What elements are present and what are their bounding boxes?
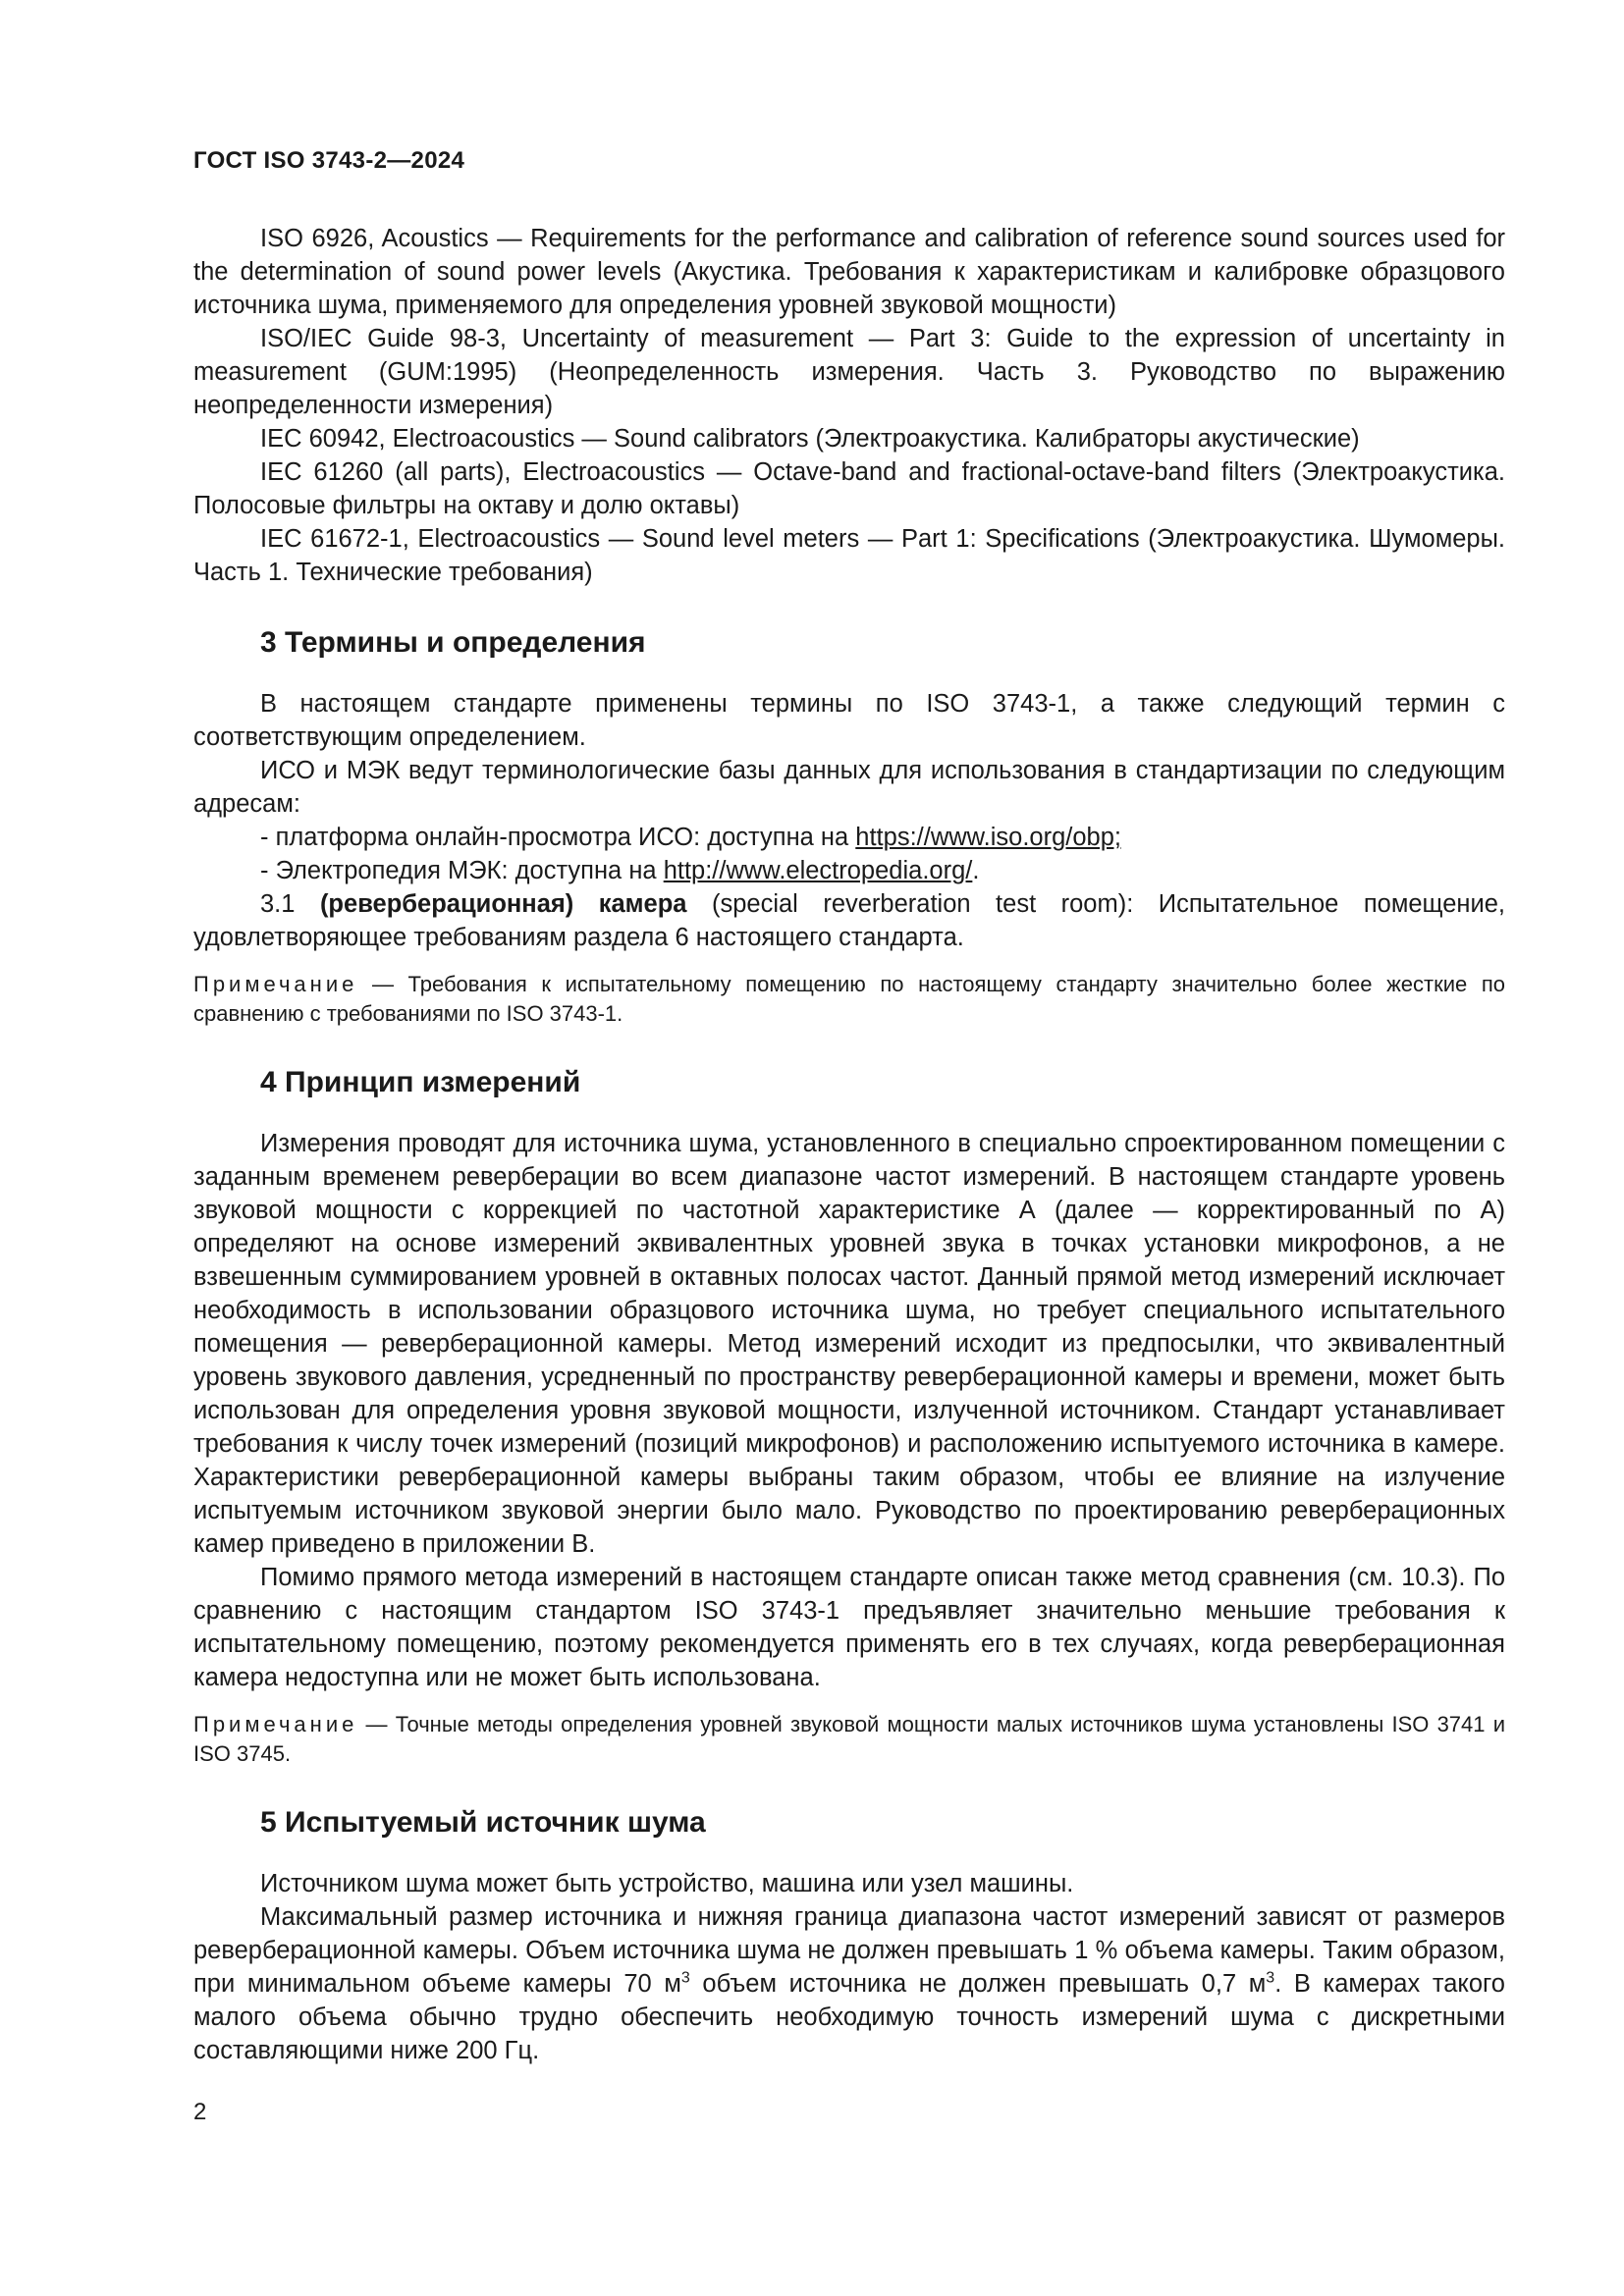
reference-item: IEC 61260 (all parts), Electroacoustics — Octave-band and fractional-octave-band filters (Электроакустика. Полосовые фильтры на октаву и долю октавы) <box>193 458 1505 519</box>
section-3-paragraph: ИСО и МЭК ведут терминологические базы данных для использования в стандартизации по следующим адресам: <box>193 757 1505 818</box>
superscript: 3 <box>680 1969 690 1987</box>
paragraph-text: . В камерах такого малого объема обычно трудно обеспечить необходимую точность измерений шума с дискретными составляющими ниже 200 Гц. <box>193 1970 1505 2064</box>
note-label: Примечание <box>193 972 358 996</box>
term-text: (special reverberation test room): Испытательное помещение, удовлетворяющее требованиям раздела 6 настоящего стандарта. <box>193 890 1505 951</box>
section-3-title: 3 Термины и определения <box>260 626 646 659</box>
term-number: 3.1 <box>260 890 320 918</box>
dash-item-text: - Электропедия МЭК: доступна на <box>260 857 664 884</box>
dash-item-text: - платформа онлайн-просмотра ИСО: доступна на <box>260 824 856 851</box>
reference-item: ISO/IEC Guide 98-3, Uncertainty of measurement — Part 3: Guide to the expression of uncertainty in measurement (GUM:1995) (Неопределенность измерения. Часть 3. Руководство по выражению неопределенности измерения) <box>193 325 1505 419</box>
note-text: — Точные методы определения уровней звуковой мощности малых источников шума установлены ISO 3741 и ISO 3745. <box>193 1712 1505 1766</box>
iso-obp-link[interactable]: https://www.iso.org/obp; <box>855 824 1121 851</box>
paragraph-text: Максимальный размер источника и нижняя граница диапазона частот измерений зависят от размеров реверберационной камеры. Объем источника шума не должен превышать 1 % объема камеры. Таким образом, при минимальном объеме камеры 70 м <box>193 1903 1505 1998</box>
note-label: Примечание <box>193 1712 358 1736</box>
superscript: 3 <box>1266 1969 1275 1987</box>
term-definition <box>193 887 1505 954</box>
dash-item-iso <box>193 821 1505 854</box>
paragraph-text: объем источника не должен превышать 0,7 м <box>689 1970 1267 1998</box>
reference-item: IEC 60942, Electroacoustics — Sound calibrators (Электроакустика. Калибраторы акустические) <box>260 425 1360 453</box>
note-text: — Требования к испытательному помещению по настоящему стандарту значительно более жесткие по сравнению с требованиями по ISO 3743-1. <box>193 972 1505 1026</box>
section-3-note <box>193 970 1505 1029</box>
section-5-title: 5 Испытуемый источник шума <box>260 1806 706 1839</box>
section-3-paragraph: В настоящем стандарте применены термины по ISO 3743-1, а также следующий термин с соответствующим определением. <box>193 690 1505 751</box>
electropedia-link[interactable]: http://www.electropedia.org/ <box>663 857 973 884</box>
page-content <box>193 222 1505 2067</box>
section-5-paragraph <box>193 1900 1505 2067</box>
dash-item-end: . <box>972 857 980 884</box>
normative-references <box>193 222 1505 589</box>
page-number: 2 <box>193 2099 207 2125</box>
term-name: (реверберационная) камера <box>319 890 687 918</box>
dash-item-iec <box>193 854 1505 887</box>
section-5-paragraph: Источником шума может быть устройство, машина или узел машины. <box>260 1870 1074 1897</box>
document-header: ГОСТ ISO 3743-2—2024 <box>193 147 465 174</box>
section-4-title: 4 Принцип измерений <box>260 1066 581 1098</box>
reference-item: IEC 61672-1, Electroacoustics — Sound level meters — Part 1: Specifications (Электроакустика. Шумомеры. Часть 1. Технические требования) <box>193 525 1505 586</box>
section-4-paragraph: Измерения проводят для источника шума, установленного в специально спроектированном помещении с заданным временем реверберации во всем диапазоне частот измерений. В настоящем стандарте уровень звуковой мощности с коррекцией по частотной характеристике А (далее — корректированный по А) определяют на основе измерений эквивалентных уровней звука в точках установки микрофонов, а не взвешенным суммированием уровней в октавных полосах частот. Данный прямой метод измерений исключает необходимость в использовании образцового источника шума, но требует специального испытательного помещения — реверберационной камеры. Метод измерений исходит из предпосылки, что эквивалентный уровень звукового давления, усредненный по пространству реверберационной камеры и времени, может быть использован для определения уровня звуковой мощности, излученной источником. Стандарт устанавливает требования к числу точек измерений (позиций микрофонов) и расположению испытуемого источника в камере. Характеристики реверберационной камеры выбраны таким образом, чтобы ее влияние на излучение испытуемым источником звуковой энергии было мало. Руководство по проектированию реверберационных камер приведено в приложении В. <box>193 1130 1505 1558</box>
section-4-paragraph: Помимо прямого метода измерений в настоящем стандарте описан также метод сравнения (см. 10.3). По сравнению с настоящим стандартом ISO 3743-1 предъявляет значительно меньшие требования к испытательному помещению, поэтому рекомендуется применять его в тех случаях, когда реверберационная камера недоступна или не может быть использована. <box>193 1564 1505 1691</box>
reference-item: ISO 6926, Acoustics — Requirements for the performance and calibration of reference sound sources used for the determination of sound power levels (Акустика. Требования к характеристикам и калибровке образцового источника шума, применяемого для определения уровней звуковой мощности) <box>193 225 1505 319</box>
section-4-note <box>193 1710 1505 1769</box>
